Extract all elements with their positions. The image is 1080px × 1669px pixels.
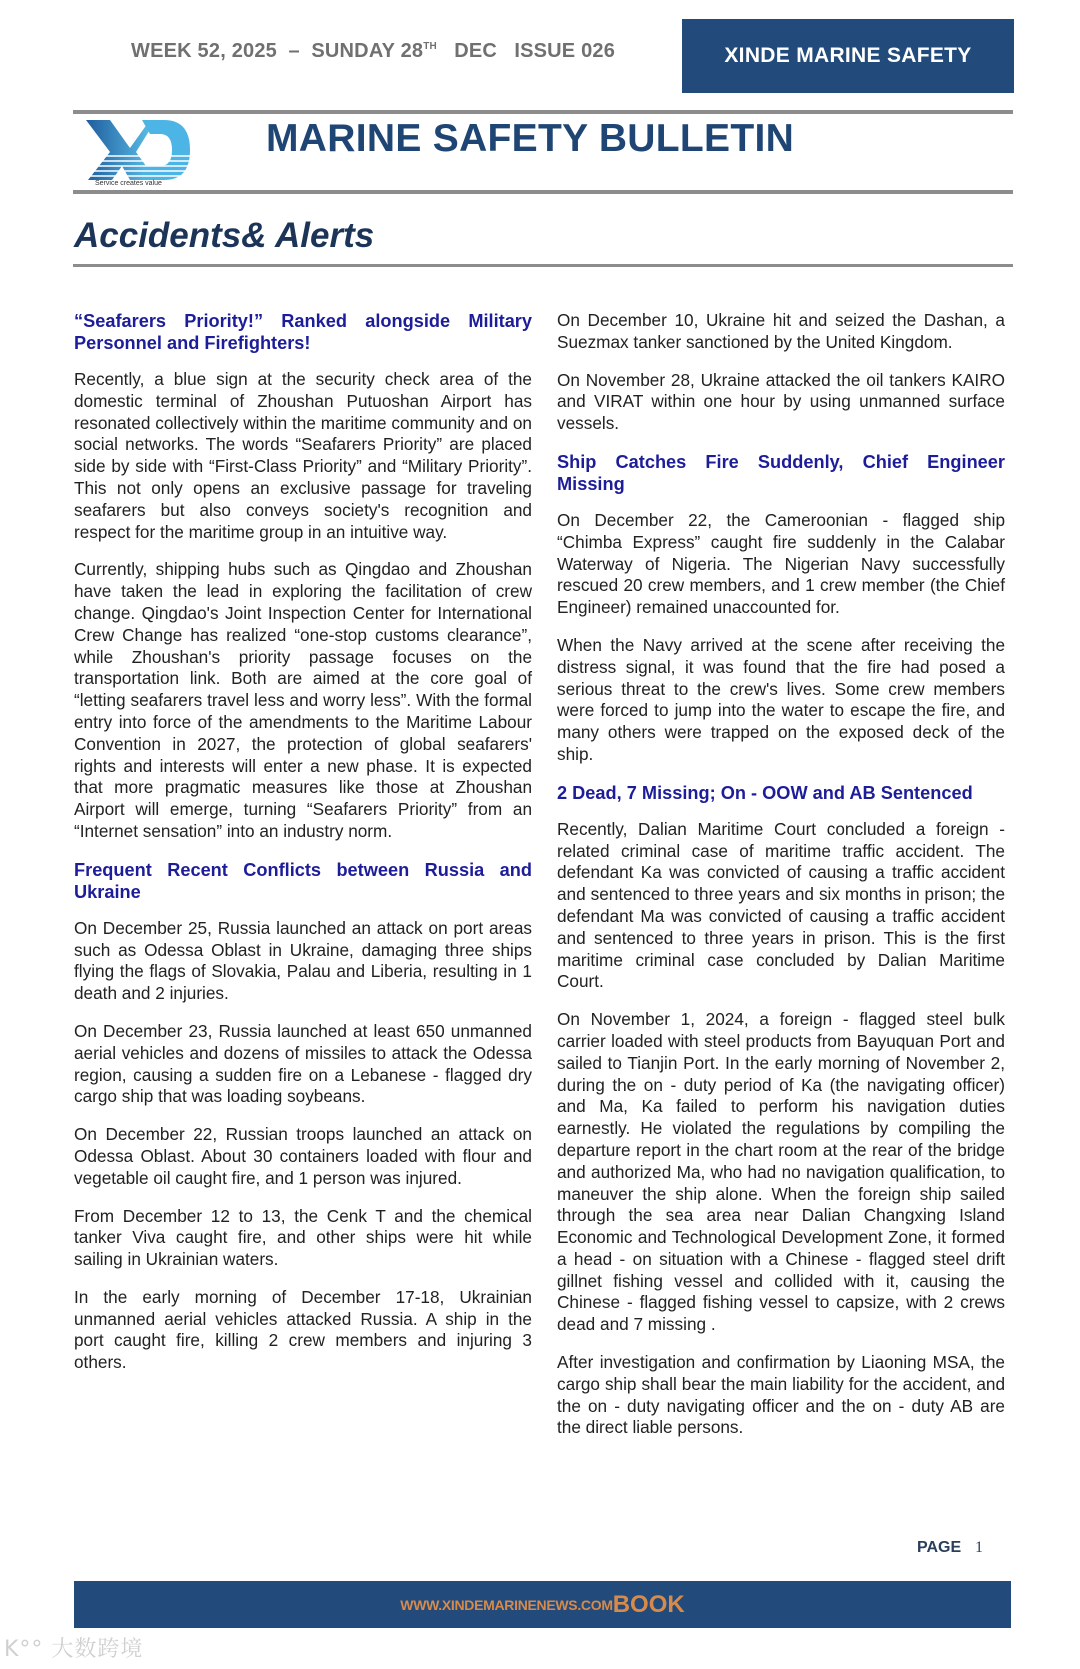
footer-website-link[interactable]: WWW.XINDEMARINENEWS.COM [400,1596,613,1613]
article-headline: Ship Catches Fire Suddenly, Chief Engineer Missing [557,451,1005,494]
article-headline: Frequent Recent Conflicts between Russia and Ukraine [74,859,532,902]
watermark: K°° 大数跨境 [4,1637,144,1662]
article-paragraph: After investigation and confirmation by Liaoning MSA, the cargo ship shall bear the main liability for the accident, and the on - duty navigating officer and the on - duty AB are the direct liable persons. [557,1352,1005,1438]
issue-date: WEEK 52, 2025 – SUNDAY 28 [131,40,424,62]
brand-name: XINDE MARINE SAFETY [724,44,972,67]
article-paragraph: On December 22, the Cameroonian - flagged ship “Chimba Express” caught fire suddenly in the Calabar Waterway of Nigeria. The Nigerian Navy successfully rescued 20 crew members, and 1 crew member (the Chief Engineer) remained unaccounted for. [557,509,1005,618]
article-paragraph: In the early morning of December 17-18, Ukrainian unmanned aerial vehicles attacked Russia. A ship in the port caught fire, killing 2 crew members and injuring 3 others. [74,1286,532,1373]
issue-number: DEC ISSUE 026 [436,40,616,62]
right-column [557,310,1005,1455]
issue-line [131,40,615,63]
article-paragraph: When the Navy arrived at the scene after receiving the distress signal, it was found that the fire had posed a serious threat to the crew's lives. Some crew members were forced to jump into the water to escape the fire, and many others were trapped on the exposed deck of the ship. [557,634,1005,764]
article-paragraph: Recently, a blue sign at the security check area of the domestic terminal of Zhoushan Putuoshan Airport has resonated collectively within the maritime community and on social networks. The words “Seafarers Priority” are placed side by side with “First-Class Priority” and “Military Priority”. This not only opens an exclusive passage for traveling seafarers but also conveys society's recognition and respect for the maritime group in an intuitive way. [74,369,532,542]
left-column [74,310,532,1390]
divider-section [73,264,1013,267]
footer-book-text: BOOK [612,1590,685,1618]
article-paragraph: Currently, shipping hubs such as Qingdao and Zhoushan have taken the lead in exploring the facilitation of crew change. Qingdao's Joint Inspection Center for International Crew Change has realized “one-stop customs clearance”, while Zhoushan's priority passage focuses on the transportation link. Both are aimed at the core goal of “letting seafarers travel less and worry less”. With the formal entry into force of the amendments to the Maritime Labour Convention in 2027, the protection of global seafarers' rights and interests will enter a new phase. It is expected that more pragmatic measures like those at Zhoushan Airport will emerge, turning “Seafarers Priority” from an “Internet sensation” into an industry norm. [74,559,532,841]
page-label: PAGE [917,1539,962,1556]
article-paragraph: On December 22, Russian troops launched an attack on Odessa Oblast. About 30 containers loaded with flour and vegetable oil caught fire, and 1 person was injured. [74,1124,532,1188]
logo-tagline: Service creates value [95,180,162,187]
divider-top [73,110,1013,114]
brand-banner [682,19,1014,93]
article-paragraph: On December 10, Ukraine hit and seized the Dashan, a Suezmax tanker sanctioned by the United Kingdom. [557,310,1005,352]
article-headline: “Seafarers Priority!” Ranked alongside Military Personnel and Firefighters! [74,311,532,353]
date-suffix: TH [423,41,437,52]
footer-bar [74,1581,1011,1628]
article-paragraph: On December 25, Russia launched an attack on port areas such as Odessa Oblast in Ukraine, damaging three ships flying the flags of Slovakia, Palau and Liberia, resulting in 1 death and 2 injuries. [74,917,532,1004]
article-paragraph: On November 28, Ukraine attacked the oil tankers KAIRO and VIRAT within one hour by using unmanned surface vessels. [557,369,1005,434]
article-paragraph: On November 1, 2024, a foreign - flagged steel bulk carrier loaded with steel products from Bayuquan Port and sailed to Tianjin Port. In the early morning of November 2, during the on - duty period of Ka (the navigating officer) and Ma, Ka failed to perform his navigation duties earnestly. He violated the regulations by compiling the departure report in the chart room at the rear of the bridge and authorized Ma, who had no navigation qualification, to maneuver the ship alone. When the foreign ship sailed through the sea area near Dalian Changxing Island Economic and Technological Development Zone, it formed a head - on situation with a Chinese - flagged steel drift gillnet fishing vessel and collided with it, causing the Chinese - flagged fishing vessel to capsize, with 2 crews dead and 7 missing . [557,1009,1005,1335]
page-number: 1 [975,1539,983,1556]
article-headline: 2 Dead, 7 Missing; On - OOW and AB Sentenced [557,782,973,803]
section-title: Accidents& Alerts [74,216,375,255]
divider-mid [73,190,1013,194]
article-paragraph: On December 23, Russia launched at least 650 unmanned aerial vehicles and dozens of missiles to attack the Odessa region, causing a sudden fire on a Lebanese - flagged dry cargo ship that was loading soybeans. [74,1020,532,1107]
article-paragraph: From December 12 to 13, the Cenk T and the chemical tanker Viva caught fire, and other ships were hit while sailing in Ukrainian waters. [74,1205,532,1270]
article-paragraph: Recently, Dalian Maritime Court concluded a foreign - related criminal case of maritime traffic accident. The defendant Ka was convicted of causing a traffic accident and sentenced to three years and six months in prison; the defendant Ma was convicted of causing a traffic accident and sentenced to three years in prison. This is the first maritime criminal case concluded by Dalian Maritime Court. [557,818,1005,992]
bulletin-title: MARINE SAFETY BULLETIN [266,117,795,160]
